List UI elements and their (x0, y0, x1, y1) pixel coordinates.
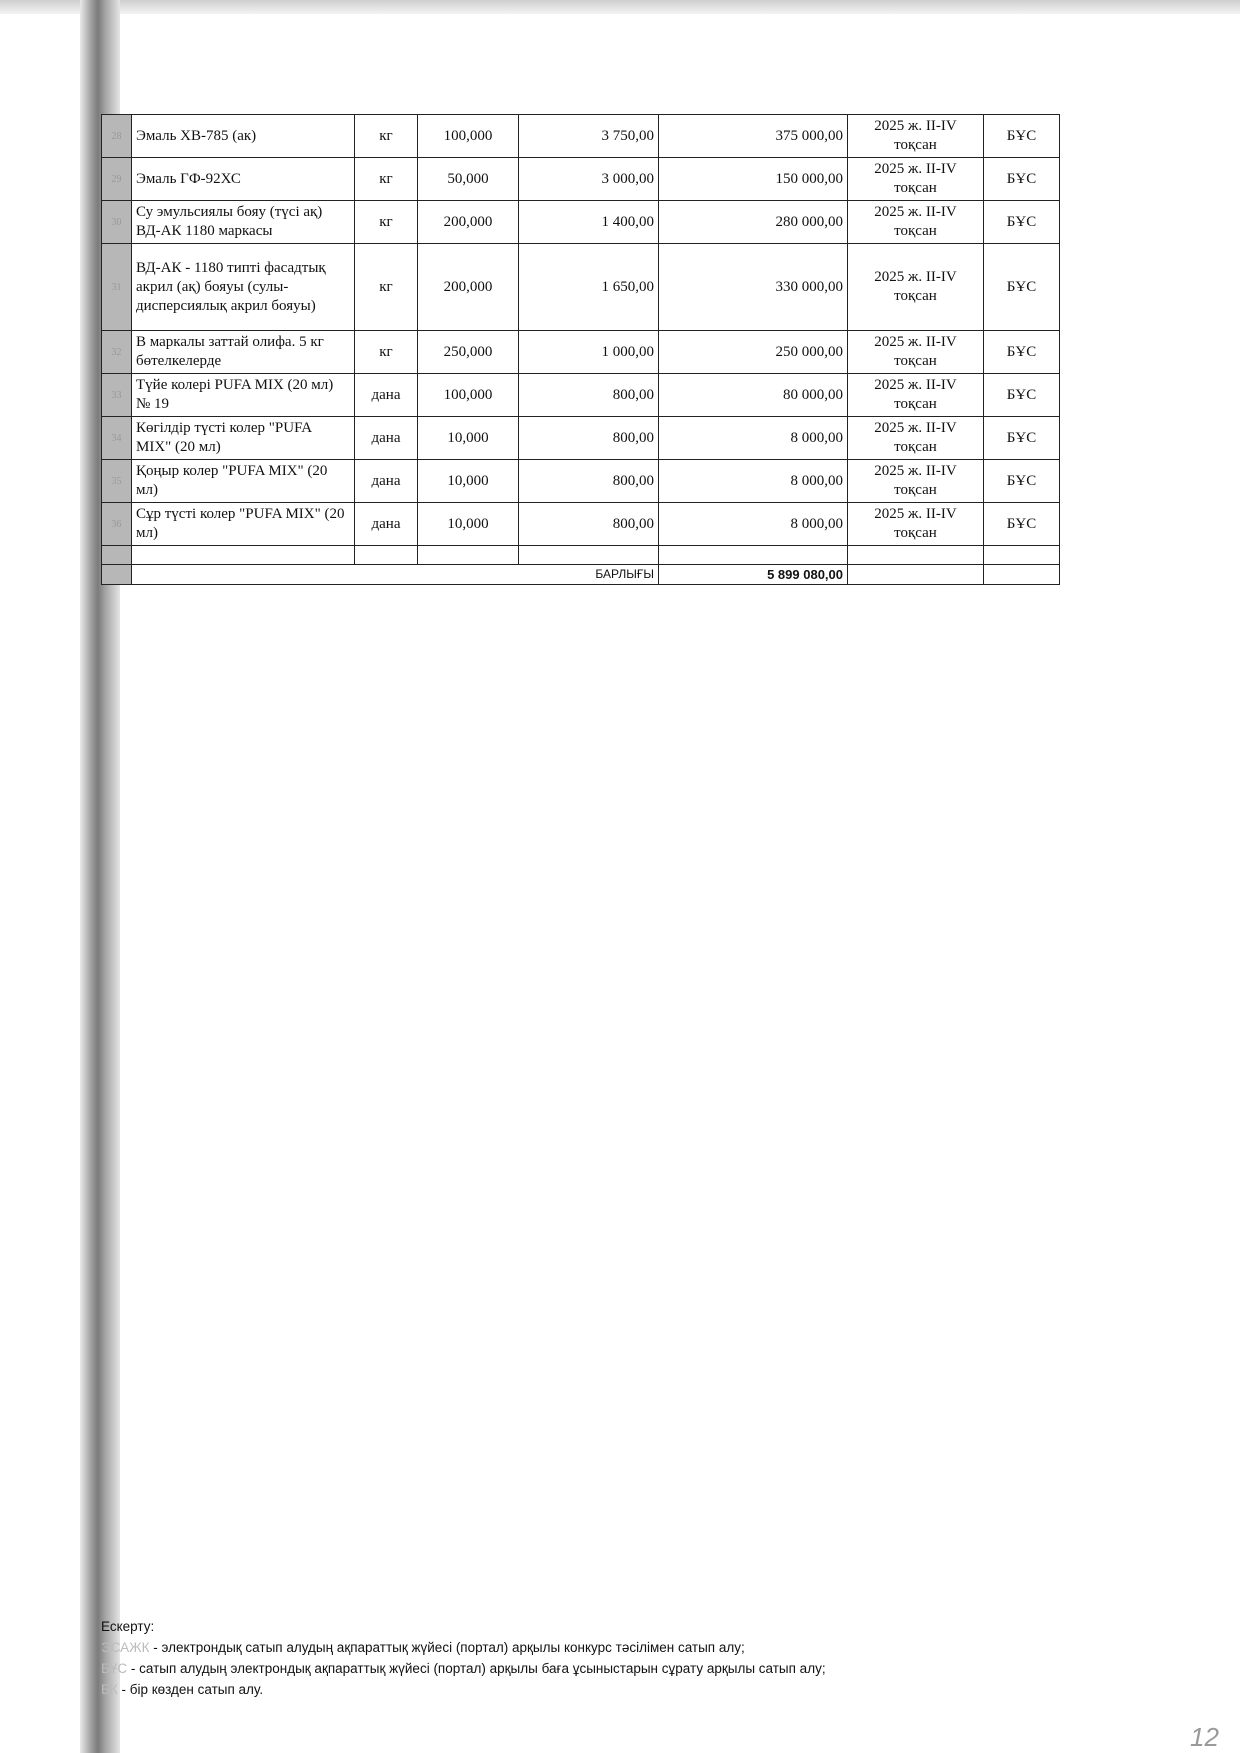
cell-method: БҰС (984, 417, 1060, 460)
cell-num: 28 (102, 115, 132, 158)
cell-price: 1 000,00 (519, 331, 659, 374)
cell-sum: 150 000,00 (659, 158, 848, 201)
table-row (102, 201, 1060, 244)
footnote-line (101, 1637, 826, 1658)
total-sum: 5 899 080,00 (659, 565, 848, 585)
footnotes (101, 1616, 826, 1700)
cell-qty: 50,000 (418, 158, 519, 201)
cell-qty: 10,000 (418, 417, 519, 460)
cell-price: 1 650,00 (519, 244, 659, 331)
cell-qty: 200,000 (418, 244, 519, 331)
empty-cell (132, 546, 355, 565)
cell-num: 33 (102, 374, 132, 417)
footnote-line (101, 1679, 826, 1700)
table-row (102, 374, 1060, 417)
table-row (102, 115, 1060, 158)
table-row (102, 503, 1060, 546)
cell-price: 3 000,00 (519, 158, 659, 201)
cell-method: БҰС (984, 460, 1060, 503)
cell-qty: 100,000 (418, 115, 519, 158)
cell-price: 1 400,00 (519, 201, 659, 244)
empty-cell (659, 546, 848, 565)
cell-num: 31 (102, 244, 132, 331)
cell-unit: дана (355, 460, 418, 503)
cell-unit: кг (355, 244, 418, 331)
cell-unit: кг (355, 158, 418, 201)
empty-cell (984, 565, 1060, 585)
cell-method: БҰС (984, 331, 1060, 374)
cell-price: 800,00 (519, 374, 659, 417)
total-label: БАРЛЫҒЫ (132, 565, 659, 585)
cell-sum: 8 000,00 (659, 417, 848, 460)
cell-price: 3 750,00 (519, 115, 659, 158)
cell-method: БҰС (984, 158, 1060, 201)
cell-name: Қоңыр колер "PUFA MIX" (20 мл) (132, 460, 355, 503)
footnote-abbr: БК (101, 1682, 118, 1697)
cell-method: БҰС (984, 503, 1060, 546)
empty-cell (102, 546, 132, 565)
cell-unit: кг (355, 331, 418, 374)
footnote-abbr: БҰС (101, 1661, 128, 1676)
cell-period: 2025 ж. II-IV тоқсан (848, 503, 984, 546)
cell-num: 29 (102, 158, 132, 201)
footnote-abbr: ЭСАЖК (101, 1640, 150, 1655)
cell-period: 2025 ж. II-IV тоқсан (848, 417, 984, 460)
empty-cell (519, 546, 659, 565)
cell-period: 2025 ж. II-IV тоқсан (848, 374, 984, 417)
cell-period: 2025 ж. II-IV тоқсан (848, 115, 984, 158)
cell-sum: 250 000,00 (659, 331, 848, 374)
scan-top-edge (0, 0, 1240, 14)
cell-qty: 10,000 (418, 460, 519, 503)
cell-method: БҰС (984, 201, 1060, 244)
cell-name: ВД-АК - 1180 типті фасадтық акрил (ақ) бояуы (сулы-дисперсиялық акрил бояуы) (132, 244, 355, 331)
cell-name: Көгілдір түсті колер "PUFA MIX" (20 мл) (132, 417, 355, 460)
empty-row (102, 546, 1060, 565)
cell-sum: 280 000,00 (659, 201, 848, 244)
cell-sum: 375 000,00 (659, 115, 848, 158)
empty-cell (848, 565, 984, 585)
table-row (102, 417, 1060, 460)
cell-sum: 8 000,00 (659, 460, 848, 503)
cell-method: БҰС (984, 374, 1060, 417)
cell-sum: 80 000,00 (659, 374, 848, 417)
cell-name: Түйе колері PUFA MIX (20 мл) № 19 (132, 374, 355, 417)
cell-qty: 100,000 (418, 374, 519, 417)
cell-name: Эмаль ГФ-92ХС (132, 158, 355, 201)
cell-sum: 330 000,00 (659, 244, 848, 331)
cell-num: 35 (102, 460, 132, 503)
cell-price: 800,00 (519, 460, 659, 503)
cell-period: 2025 ж. II-IV тоқсан (848, 201, 984, 244)
table-row (102, 331, 1060, 374)
procurement-table (101, 114, 1060, 585)
cell-sum: 8 000,00 (659, 503, 848, 546)
cell-num: 34 (102, 417, 132, 460)
empty-cell (102, 565, 132, 585)
footnote-line (101, 1658, 826, 1679)
cell-unit: дана (355, 503, 418, 546)
cell-unit: кг (355, 115, 418, 158)
empty-cell (355, 546, 418, 565)
total-row (102, 565, 1060, 585)
table-row (102, 460, 1060, 503)
cell-period: 2025 ж. II-IV тоқсан (848, 331, 984, 374)
empty-cell (418, 546, 519, 565)
cell-qty: 10,000 (418, 503, 519, 546)
cell-period: 2025 ж. II-IV тоқсан (848, 460, 984, 503)
cell-unit: дана (355, 374, 418, 417)
cell-period: 2025 ж. II-IV тоқсан (848, 158, 984, 201)
page-number: 12 (1190, 1722, 1219, 1752)
cell-name: В маркалы заттай олифа. 5 кг бөтелкелерде (132, 331, 355, 374)
empty-cell (848, 546, 984, 565)
cell-unit: кг (355, 201, 418, 244)
cell-price: 800,00 (519, 417, 659, 460)
empty-cell (984, 546, 1060, 565)
cell-method: БҰС (984, 244, 1060, 331)
footnote-text: - сатып алудың электрондық ақпараттық жүйесі (портал) арқылы баға ұсыныстарын сұрату арқылы сатып алу; (127, 1661, 826, 1676)
cell-method: БҰС (984, 115, 1060, 158)
footnote-text: - электрондық сатып алудың ақпараттық жүйесі (портал) арқылы конкурс тәсілімен сатып алу; (149, 1640, 745, 1655)
table-row (102, 158, 1060, 201)
cell-qty: 200,000 (418, 201, 519, 244)
cell-period: 2025 ж. II-IV тоқсан (848, 244, 984, 331)
cell-num: 32 (102, 331, 132, 374)
cell-num: 30 (102, 201, 132, 244)
cell-name: Сұр түсті колер "PUFA MIX" (20 мл) (132, 503, 355, 546)
footnote-text: - бір көзден сатып алу. (117, 1682, 264, 1697)
cell-name: Су эмульсиялы бояу (түсі ақ) ВД-АК 1180 маркасы (132, 201, 355, 244)
cell-price: 800,00 (519, 503, 659, 546)
cell-qty: 250,000 (418, 331, 519, 374)
footnote-heading: Ескерту: (101, 1619, 155, 1634)
cell-num: 36 (102, 503, 132, 546)
table-row (102, 244, 1060, 331)
cell-name: Эмаль ХВ-785 (ак) (132, 115, 355, 158)
cell-unit: дана (355, 417, 418, 460)
